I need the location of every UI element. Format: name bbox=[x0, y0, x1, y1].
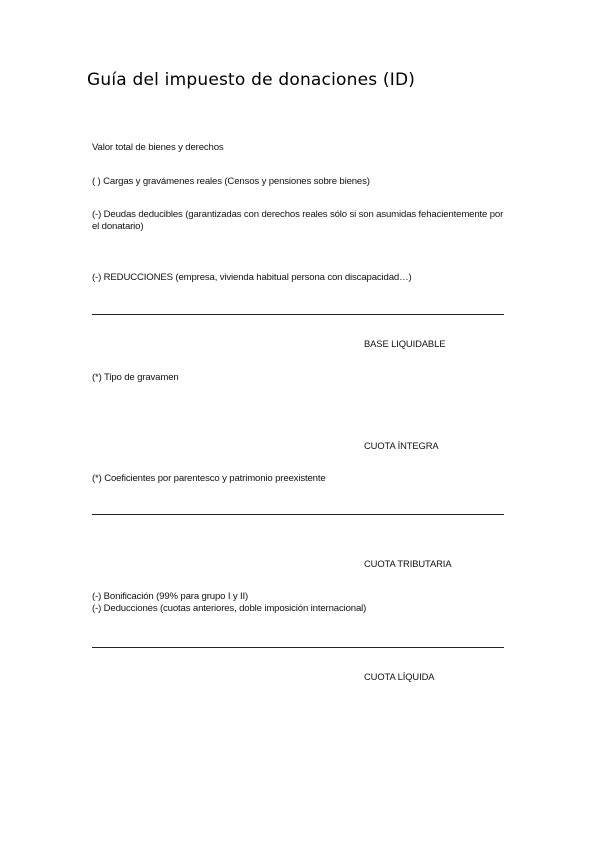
item-cargas: ( ) Cargas y gravámenes reales (Censos y pensiones sobre bienes) bbox=[92, 176, 370, 187]
item-deducciones: (-) Deducciones (cuotas anteriores, doble imposición internacional) bbox=[92, 603, 367, 614]
separator-rule bbox=[92, 314, 504, 315]
item-valor-total: Valor total de bienes y derechos bbox=[92, 142, 224, 153]
separator-rule bbox=[92, 514, 504, 515]
item-tipo-gravamen: (*) Tipo de gravamen bbox=[92, 372, 179, 383]
document-title: Guía del impuesto de donaciones (ID) bbox=[87, 70, 416, 90]
result-base-liquidable: BASE LIQUIDABLE bbox=[364, 338, 446, 349]
separator-rule bbox=[92, 647, 504, 648]
item-bonificacion: (-) Bonificación (99% para grupo I y II) bbox=[92, 591, 249, 602]
item-reducciones: (-) REDUCCIONES (empresa, vivienda habitual persona con discapacidad…) bbox=[92, 272, 412, 283]
result-cuota-tributaria: CUOTA TRIBUTARIA bbox=[364, 558, 452, 569]
item-deudas: (-) Deudas deducibles (garantizadas con derechos reales sólo si son asumidas fehacientemente por el donatario) bbox=[92, 209, 504, 232]
result-cuota-liquida: CUOTA LÍQUIDA bbox=[364, 671, 435, 682]
result-cuota-integra: CUOTA ÍNTEGRA bbox=[364, 440, 439, 451]
item-coeficientes: (*) Coeficientes por parentesco y patrimonio preexistente bbox=[92, 473, 326, 484]
